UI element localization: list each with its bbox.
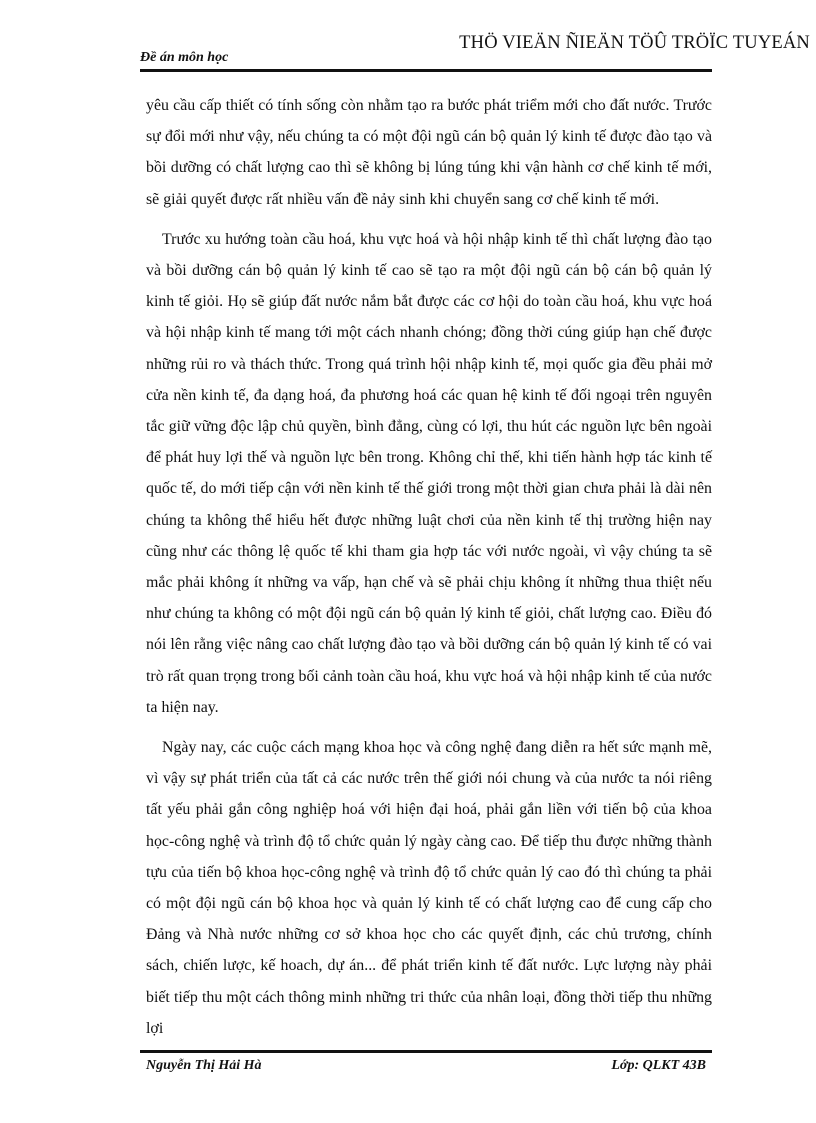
header-library-name: THÖ VIEÄN ÑIEÄN TÖÛ TRÖÏC TUYEÁN: [459, 33, 810, 53]
paragraph-globalization: Trước xu hướng toàn cầu hoá, khu vực hoá và hội nhập kinh tế thì chất lượng đào tạo và bồi dưỡng cán bộ quản lý kinh tế cao sẽ tạo ra một đội ngũ cán bộ cán bộ quản lý kinh tế giỏi. Họ sẽ giúp đất nước nắm bắt được các cơ hội do toàn cầu hoá, khu vực hoá và hội nhập kinh tế mang tới một cách nhanh chóng; đồng thời cúng giúp hạn chế được những rủi ro và thách thức. Trong quá trình hội nhập kinh tế, mọi quốc gia đều phải mở cửa nền kinh tế, đa dạng hoá, đa phương hoá các quan hệ kinh tế đối ngoại trên nguyên tắc giữ vững độc lập chủ quyền, bình đẳng, cùng có lợi, thu hút các nguồn lực bên ngoài để phát huy lợi thế và nguồn lực bên trong. Không chỉ thế, khi tiến hành hợp tác kinh tế quốc tế, do mới tiếp cận với nền kinh tế thế giới trong một thời gian chưa phải là dài nên chúng ta không thể hiểu hết được những luật chơi của nền kinh tế thị trường hiện nay cũng như các thông lệ quốc tế khi tham gia hợp tác với nước ngoài, vì vậy chúng ta sẽ mắc phải không ít những va vấp, hạn chế và sẽ phải chịu không ít những thua thiệt nếu như chúng ta không có một đội ngũ cán bộ quản lý kinh tế giỏi, chất lượng cao. Điều đó nói lên rằng việc nâng cao chất lượng đào tạo và bồi dưỡng cán bộ quản lý kinh tế có vai trò rất quan trọng trong bối cảnh toàn cầu hoá, khu vực hoá và hội nhập kinh tế của nước ta hiện nay.: [146, 230, 712, 716]
header-rule: [140, 69, 712, 72]
footer-class: Lớp: QLKT 43B: [611, 1058, 706, 1073]
paragraph-continuation: yêu cầu cấp thiết có tính sống còn nhằm tạo ra bước phát triểm mới cho đất nước. Trước sự đổi mới như vậy, nếu chúng ta có một đội ngũ cán bộ quản lý kinh tế được đào tạo và bồi dưỡng có chất lượng cao thì sẽ không bị lúng túng khi vận hành cơ chế kinh tế mới, sẽ giải quyết được rất nhiều vấn đề nảy sinh khi chuyển sang cơ chế kinh tế mới.: [146, 97, 712, 208]
header-title: Đề án môn học: [140, 50, 229, 65]
footer-author: Nguyễn Thị Hải Hà: [146, 1058, 262, 1073]
document-body: [146, 90, 712, 1053]
footer-rule: [140, 1050, 712, 1053]
paragraph-science-technology: Ngày nay, các cuộc cách mạng khoa học và công nghệ đang diễn ra hết sức mạnh mẽ, vì vậy sự phát triển của tất cả các nước trên thế giới nói chung và của nước ta nói riêng tất yếu phải gắn công nghiệp hoá với hiện đại hoá, phải gắn liền với tiến bộ của khoa học-công nghệ và trình độ tổ chức quản lý ngày càng cao. Để tiếp thu được những thành tựu của tiến bộ khoa học-công nghệ và trình độ tổ chức quản lý cao đó thì chúng ta phải có một đội ngũ cán bộ khoa học và quản lý kinh tế có chất lượng cao để cung cấp cho Đảng và Nhà nước những cơ sở khoa học cho các quyết định, các chủ trương, chính sách, chiến lược, kế hoach, dự án... để phát triển kinh tế đất nước. Lực lượng này phải biết tiếp thu một cách thông minh những tri thức của nhân loại, đồng thời tiếp thu những lợi: [146, 739, 712, 1037]
